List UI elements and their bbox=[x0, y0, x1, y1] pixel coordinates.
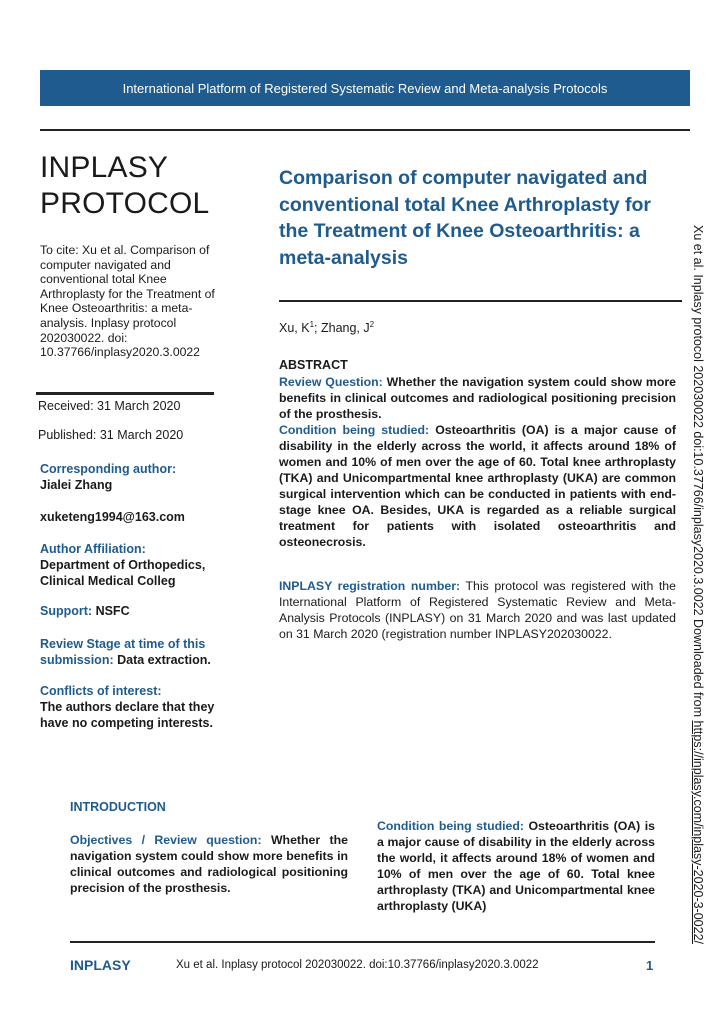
author-2: Zhang, J bbox=[320, 321, 370, 336]
intro-objectives bbox=[70, 832, 348, 896]
condition-label: Condition being studied: bbox=[279, 423, 430, 437]
intro-condition-text: Osteoarthritis (OA) is a major cause of disability in the elderly across the world, it affects around 18% of women and 10% of men over the age of 60. Total knee arthroplasty (TKA) and Unicompartmental knee arthroplasty (UKA) bbox=[377, 819, 656, 913]
author-email[interactable] bbox=[40, 509, 240, 525]
document-type-line1: INPLASY bbox=[40, 151, 169, 184]
condition-text: Osteoarthritis (OA) is a major cause of disability in the elderly across the world, it affects around 18% of women and 10% of men over the age of 60. Total knee arthroplasty (TKA) and Unicompartmental knee arthroplasty (UKA) are common surgical intervention which can be conducted in patients with end-stage knee OA. Besides, UKA is regarded as a reliable surgical treatment for patients with isolated osteoarthritis and osteonecrosis. bbox=[279, 423, 676, 549]
objectives-label: Objectives / Review question: bbox=[70, 833, 262, 847]
conflicts-of-interest bbox=[40, 683, 240, 731]
support bbox=[40, 603, 240, 619]
author-list bbox=[279, 320, 374, 335]
footer-citation: Xu et al. Inplasy protocol 202030022. doi:10.37766/inplasy2020.3.0022 bbox=[176, 959, 539, 971]
conflicts-label: Conflicts of interest: bbox=[40, 684, 162, 698]
author-1: Xu, K bbox=[279, 321, 310, 336]
author-affiliation bbox=[40, 541, 240, 589]
side-note-text: Xu et al. Inplasy protocol 202030022 doi:10.37766/inplasy2020.3.0022 Downloaded from bbox=[691, 225, 705, 721]
document-type bbox=[40, 150, 240, 222]
support-label: Support: bbox=[40, 604, 93, 618]
citation-block: To cite: Xu et al. Comparison of computer navigated and conventional total Knee Arthroplasty for the Treatment of Knee Osteoarthritis: a meta-analysis. Inplasy protocol 202030022. doi: 10.37766/inplasy2020.3.0022 bbox=[40, 243, 215, 360]
received-date: Received: 31 March 2020 bbox=[38, 399, 181, 413]
registration-info bbox=[279, 578, 676, 642]
footer-brand: INPLASY bbox=[70, 957, 131, 973]
review-stage-label: Review Stage at time of this submission: bbox=[40, 637, 206, 667]
footer-rule bbox=[70, 941, 655, 943]
abstract-body bbox=[279, 374, 676, 550]
title-rule bbox=[279, 300, 682, 302]
review-question-label: Review Question: bbox=[279, 375, 383, 389]
corresponding-author bbox=[40, 461, 240, 493]
corresponding-author-label: Corresponding author: bbox=[40, 462, 177, 476]
registration-text: This protocol was registered with the International Platform of Registered Systematic Review and Meta-Analysis Protocols (INPLASY) on 31 March 2020 and was last updated on 31 March 2020 (registration number INPLASY202030022. bbox=[279, 579, 676, 641]
review-question-text: Whether the navigation system could show more benefits in clinical outcomes and radiological positioning precision of the prosthesis. bbox=[279, 375, 677, 421]
conflicts-value: The authors declare that they have no competing interests. bbox=[40, 700, 215, 730]
corresponding-author-name: Jialei Zhang bbox=[40, 478, 113, 492]
author-1-affil: 1 bbox=[309, 320, 315, 329]
registration-label: INPLASY registration number: bbox=[279, 579, 461, 593]
top-rule bbox=[40, 129, 690, 131]
affiliation-value: Department of Orthopedics, Clinical Medical Colleg bbox=[40, 558, 206, 588]
abstract-heading: ABSTRACT bbox=[279, 358, 348, 372]
header-banner: International Platform of Registered Systematic Review and Meta-analysis Protocols bbox=[40, 70, 690, 106]
objectives-text: Whether the navigation system could show more benefits in clinical outcomes and radiological positioning precision of the prosthesis. bbox=[70, 833, 348, 895]
side-note-link[interactable]: https://inplasy.com/inplasy-2020-3-0022/ bbox=[691, 720, 705, 944]
page-number: 1 bbox=[646, 958, 654, 973]
affiliation-label: Author Affiliation: bbox=[40, 542, 146, 556]
introduction-heading: INTRODUCTION bbox=[70, 800, 166, 814]
intro-condition-label: Condition being studied: bbox=[377, 819, 524, 833]
document-type-line2: PROTOCOL bbox=[40, 187, 210, 220]
side-download-note bbox=[685, 225, 705, 944]
paper-title: Comparison of computer navigated and conventional total Knee Arthroplasty for the Treatment of Knee Osteoarthritis: a meta-analysis bbox=[279, 167, 651, 269]
author-separator: ; bbox=[314, 321, 321, 336]
review-stage bbox=[40, 636, 240, 668]
left-rule bbox=[36, 392, 214, 395]
intro-condition bbox=[377, 818, 655, 914]
review-stage-value: Data extraction. bbox=[117, 653, 211, 667]
published-date: Published: 31 March 2020 bbox=[38, 428, 184, 442]
email-link[interactable]: xuketeng1994@163.com bbox=[40, 510, 185, 524]
author-2-affil: 2 bbox=[369, 320, 375, 329]
support-value: NSFC bbox=[95, 604, 130, 618]
